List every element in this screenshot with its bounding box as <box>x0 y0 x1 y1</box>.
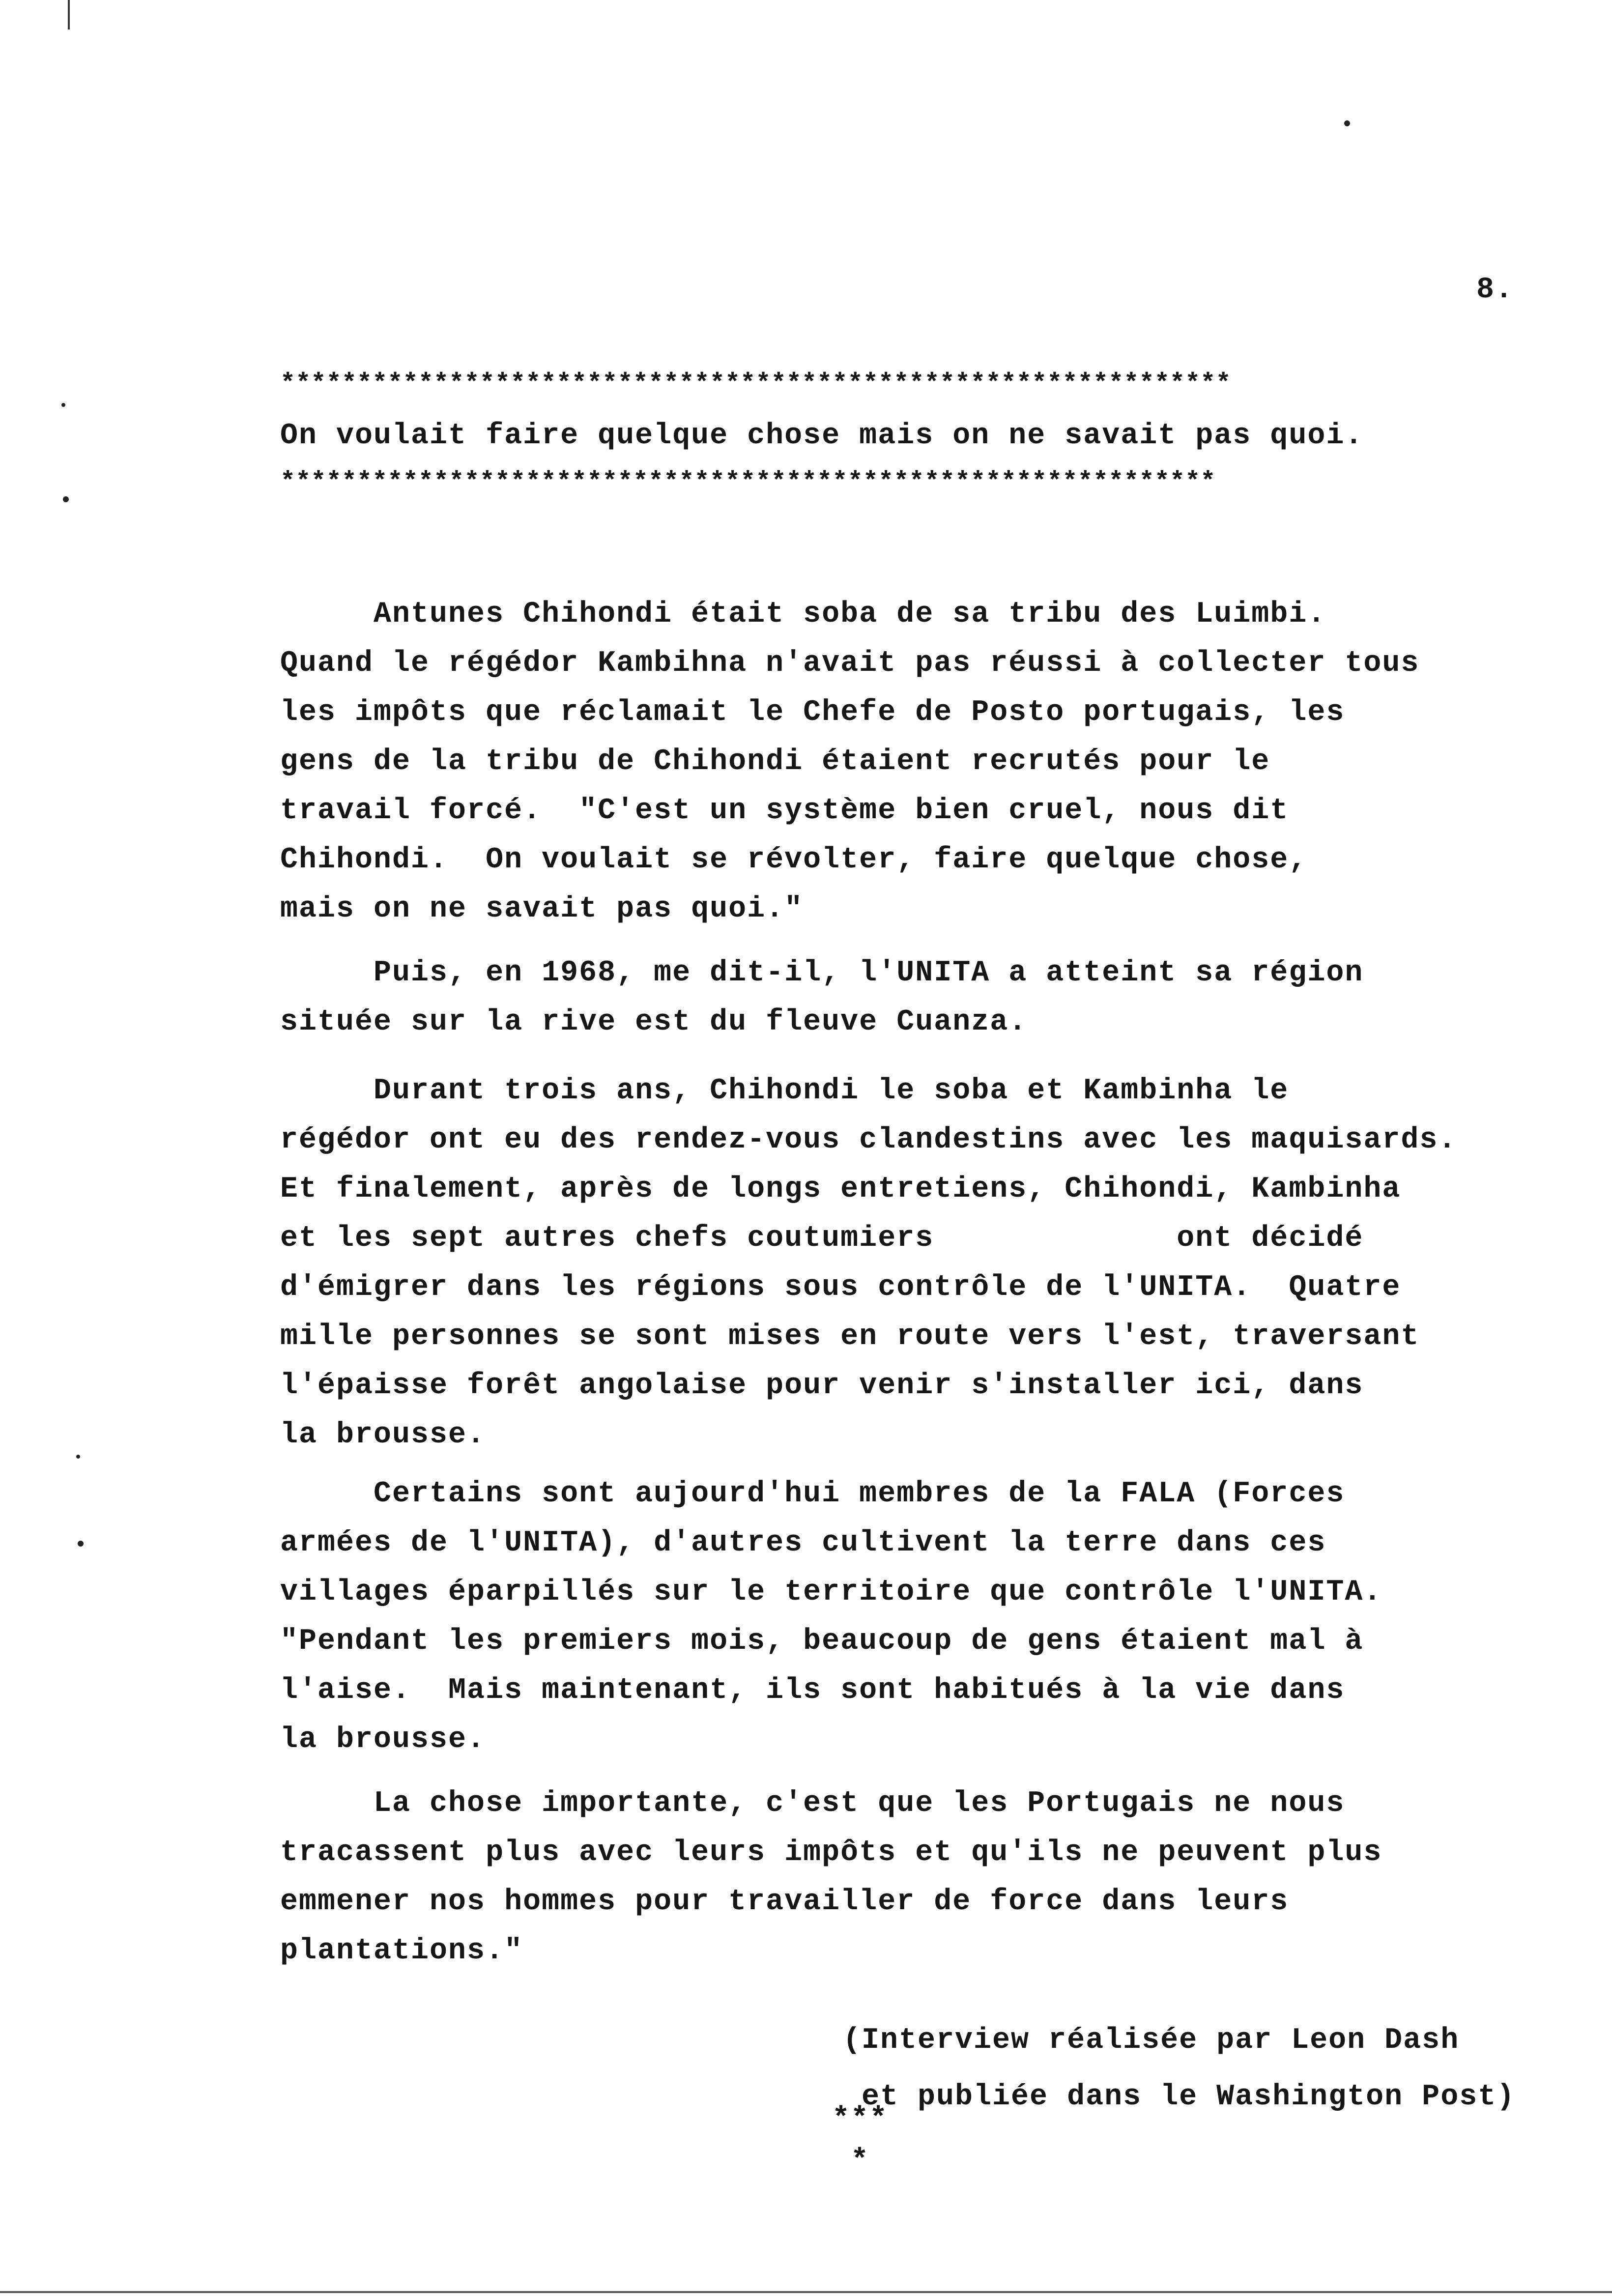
paragraph-4 <box>280 1469 1524 1764</box>
text-line: la brousse. <box>280 1418 486 1452</box>
text-line: Puis, en 1968, me dit-il, l'UNITA a atteint sa région <box>280 956 1364 990</box>
credit-line: et publiée dans le Washington Post) <box>843 2080 1516 2114</box>
text-line: plantations." <box>280 1934 523 1968</box>
asterism-line: * <box>850 2144 869 2178</box>
text-line: La chose importante, c'est que les Portugais ne nous <box>280 1787 1345 1820</box>
text-line: Durant trois ans, Chihondi le soba et Kambinha le <box>280 1074 1289 1108</box>
text-line: Chihondi. On voulait se révolter, faire quelque chose, <box>280 843 1308 877</box>
text-line: Quand le régédor Kambihna n'avait pas réussi à collecter tous <box>280 647 1420 680</box>
scan-edge-mark <box>68 0 70 29</box>
speck <box>76 1455 80 1459</box>
speck <box>63 496 69 502</box>
section-title: On voulait faire quelque chose mais on ne savait pas quoi. <box>280 419 1364 453</box>
speck <box>78 1541 84 1547</box>
text-line: l'épaisse forêt angolaise pour venir s'installer ici, dans <box>280 1369 1364 1403</box>
text-line: gens de la tribu de Chihondi étaient recrutés pour le <box>280 745 1270 778</box>
text-line: située sur la rive est du fleuve Cuanza. <box>280 1005 1028 1039</box>
text-line: armées de l'UNITA), d'autres cultivent la terre dans ces <box>280 1526 1326 1560</box>
page-bottom-edge <box>0 2291 1612 2293</box>
speck <box>1344 120 1350 126</box>
paragraph-1 <box>280 590 1524 934</box>
text-line: travail forcé. "C'est un système bien cruel, nous dit <box>280 794 1289 828</box>
text-line: et les sept autres chefs coutumiers ont décidé <box>280 1222 1364 1255</box>
text-line: tracassent plus avec leurs impôts et qu'ils ne peuvent plus <box>280 1836 1382 1869</box>
text-line: mais on ne savait pas quoi." <box>280 892 804 926</box>
text-line: villages éparpillés sur le territoire que contrôle l'UNITA. <box>280 1576 1382 1609</box>
text-line: emmener nos hommes pour travailler de force dans leurs <box>280 1885 1289 1919</box>
end-asterism <box>821 2098 899 2182</box>
text-line: Certains sont aujourd'hui membres de la FALA (Forces <box>280 1477 1345 1511</box>
asterism-line: *** <box>832 2102 889 2136</box>
page-number: 8. <box>1476 273 1514 307</box>
text-line: la brousse. <box>280 1723 486 1756</box>
text-line: d'émigrer dans les régions sous contrôle de l'UNITA. Quatre <box>280 1271 1401 1304</box>
header-star-rule-top: ************************************************************** <box>280 369 1231 398</box>
text-line: Antunes Chihondi était soba de sa tribu des Luimbi. <box>280 598 1326 631</box>
speck <box>61 403 65 407</box>
text-line: les impôts que réclamait le Chefe de Posto portugais, les <box>280 696 1345 729</box>
text-line: régédor ont eu des rendez-vous clandestins avec les maquisards. <box>280 1123 1457 1157</box>
credit-line: (Interview réalisée par Leon Dash <box>843 2024 1460 2057</box>
header-star-rule-bottom: ************************************************************* <box>280 467 1216 496</box>
interview-credit <box>843 2012 1515 2125</box>
paragraph-2 <box>280 948 1524 1047</box>
paragraph-5 <box>280 1779 1524 1976</box>
text-line: mille personnes se sont mises en route vers l'est, traversant <box>280 1320 1420 1353</box>
text-line: l'aise. Mais maintenant, ils sont habitués à la vie dans <box>280 1674 1345 1707</box>
paragraph-3 <box>280 1066 1524 1460</box>
text-line: Et finalement, après de longs entretiens, Chihondi, Kambinha <box>280 1173 1401 1206</box>
text-line: "Pendant les premiers mois, beaucoup de gens étaient mal à <box>280 1625 1364 1658</box>
